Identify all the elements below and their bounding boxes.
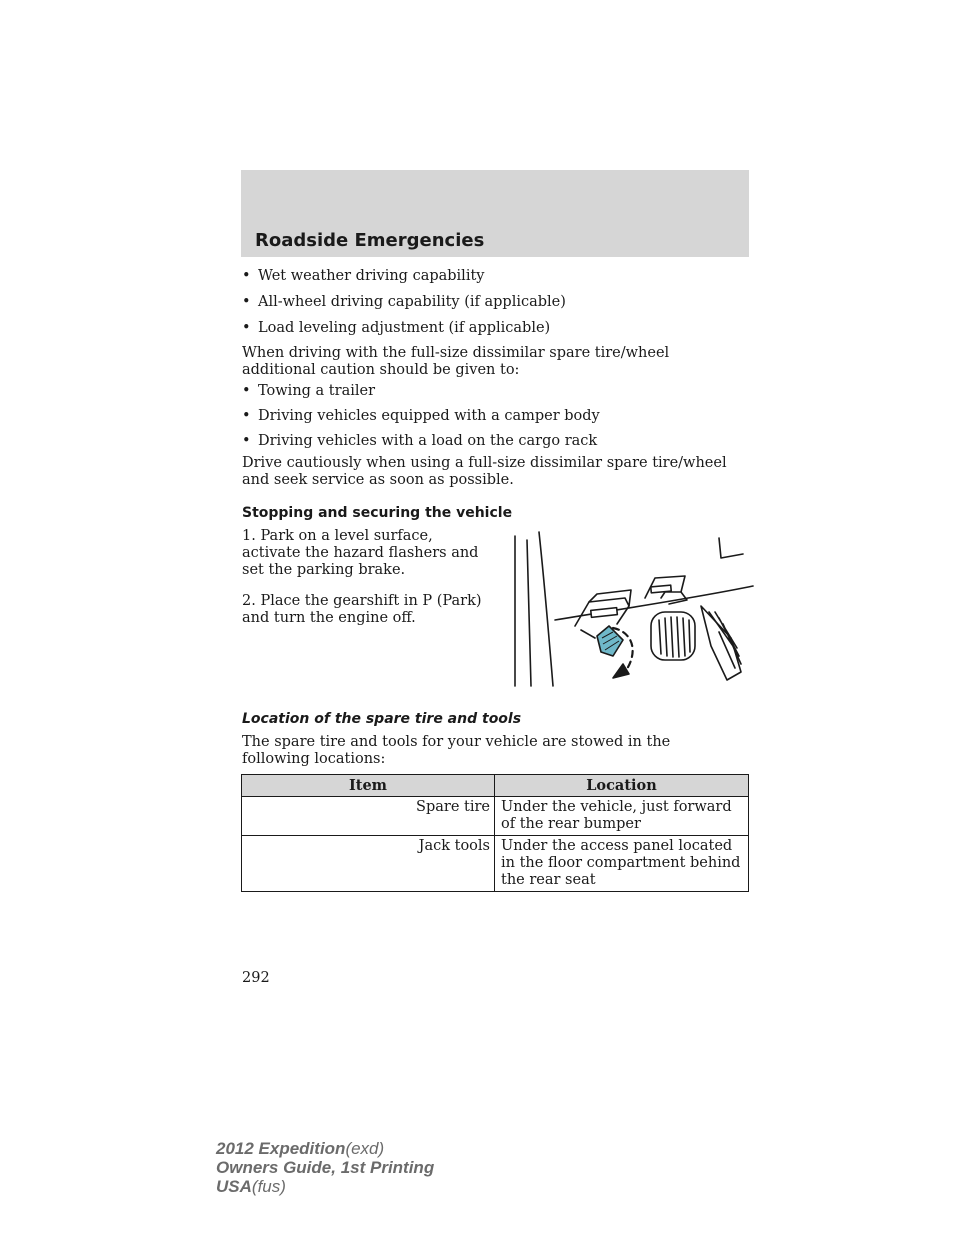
list-item: • Driving vehicles with a load on the cargo rack bbox=[242, 433, 598, 449]
table-cell-location: Under the access panel located in the floor compartment behind the rear seat bbox=[495, 836, 749, 892]
table-cell-item: Spare tire bbox=[242, 797, 495, 836]
stopping-heading: Stopping and securing the vehicle bbox=[242, 505, 513, 521]
location-intro: The spare tire and tools for your vehicle are stowed in the following locations: bbox=[242, 734, 671, 767]
table-cell-item: Jack tools bbox=[242, 836, 495, 892]
list-item: • Load leveling adjustment (if applicable) bbox=[242, 320, 551, 336]
spare-tire-location-table bbox=[241, 774, 749, 892]
section-title: Roadside Emergencies bbox=[255, 230, 485, 251]
brake-pedal-illustration bbox=[505, 528, 755, 688]
table-cell-location: Under the vehicle, just forward of the rear bumper bbox=[495, 797, 749, 836]
document-footer bbox=[216, 1139, 434, 1196]
column-header: Location bbox=[495, 775, 749, 797]
caution-paragraph: When driving with the full-size dissimilar spare tire/wheel additional caution should be given to: bbox=[242, 345, 670, 378]
list-item: • Wet weather driving capability bbox=[242, 268, 485, 284]
table-row bbox=[242, 836, 749, 892]
footer-line-2: Owners Guide, 1st Printing bbox=[216, 1158, 435, 1177]
table-row bbox=[242, 797, 749, 836]
table-header-row bbox=[242, 775, 749, 797]
page-number: 292 bbox=[242, 970, 270, 986]
footer-line-1: 2012 Expedition(exd) bbox=[216, 1139, 385, 1158]
footer-line-3: USA(fus) bbox=[216, 1177, 286, 1196]
drive-cautiously-paragraph: Drive cautiously when using a full-size dissimilar spare tire/wheel and seek service as soon as possible. bbox=[242, 455, 727, 488]
column-header: Item bbox=[242, 775, 495, 797]
location-heading: Location of the spare tire and tools bbox=[242, 711, 522, 727]
step-2-text: 2. Place the gearshift in P (Park) and turn the engine off. bbox=[242, 593, 482, 626]
list-item: • All-wheel driving capability (if applicable) bbox=[242, 294, 566, 310]
list-item: • Towing a trailer bbox=[242, 383, 375, 399]
list-item: • Driving vehicles equipped with a camper body bbox=[242, 408, 600, 424]
step-1-text: 1. Park on a level surface, activate the hazard flashers and set the parking brake. bbox=[242, 528, 479, 578]
